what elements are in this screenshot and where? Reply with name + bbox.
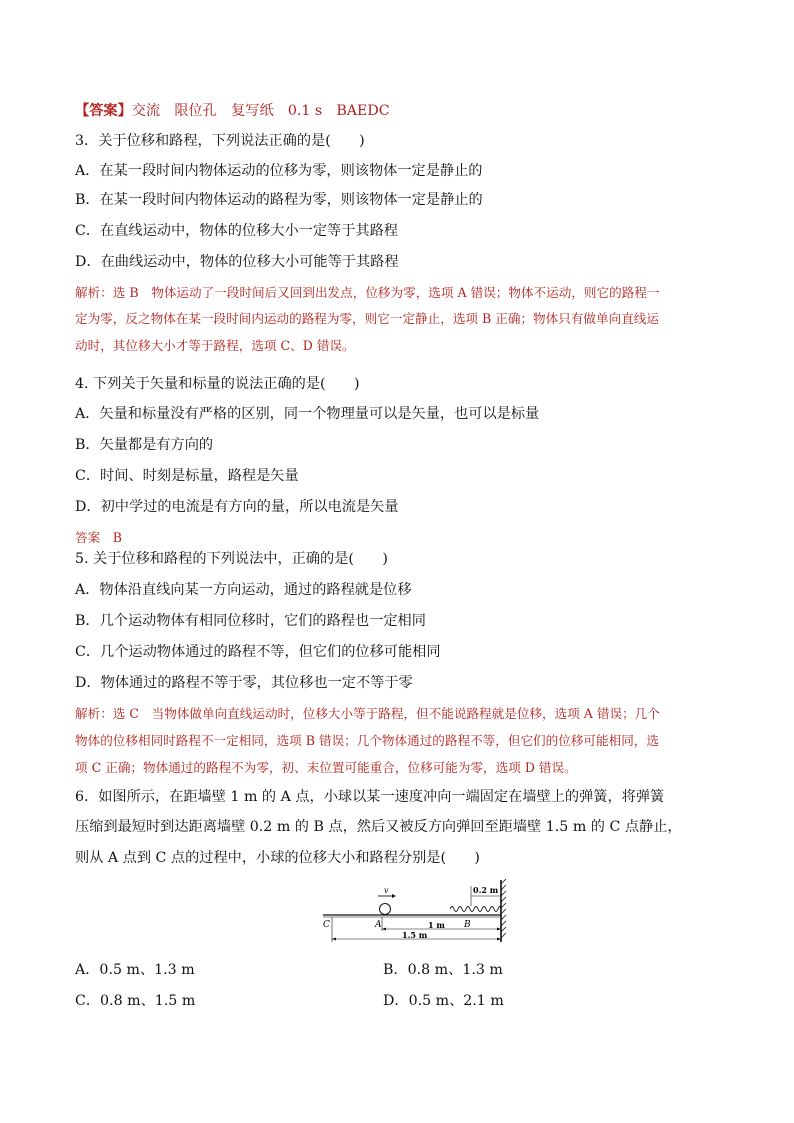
q5-explanation-line-1: 解析：选 C 当物体做单向直线运动时，位移大小等于路程，但不能说路程就是位移，选项 A 错误；几个 <box>75 706 660 721</box>
q3-explanation-line-2: 定为零，反之物体在某一段时间内运动的路程为零，则它一定静止，选项 B 正确；物体只有做单向直线运 <box>75 311 659 326</box>
q3-stem: 3．关于位移和路程，下列说法正确的是( ) <box>75 133 365 149</box>
q6-option-a: A．0.5 m、1.3 m <box>75 962 195 978</box>
answer-tag: 【答案】 <box>75 103 132 119</box>
q4-stem: 4. 下列关于矢量和标量的说法正确的是( ) <box>75 376 360 392</box>
q3-option-c: C．在直线运动中，物体的位移大小一定等于其路程 <box>75 223 398 239</box>
q6-stem-line-1: 6．如图所示，在距墙壁 1 m 的 A 点，小球以某一速度冲向一端固定在墙壁上的弹簧，将弹簧 <box>75 789 665 805</box>
q6-spring-figure <box>318 876 508 946</box>
label-A: A <box>375 920 382 930</box>
q5-option-b: B．几个运动物体有相同位移时，它们的路程也一定相同 <box>75 613 426 629</box>
label-B: B <box>464 920 471 930</box>
q5-option-c: C．几个运动物体通过的路程不等，但它们的位移可能相同 <box>75 644 441 660</box>
q5-option-d: D．物体通过的路程不等于零，其位移也一定不等于零 <box>75 675 413 691</box>
label-02m: 0.2 m <box>473 885 499 895</box>
q6-stem-line-3: 则从 A 点到 C 点的过程中，小球的位移大小和路程分别是( ) <box>75 850 480 866</box>
label-v: v <box>384 886 389 895</box>
q5-option-a: A．物体沿直线向某一方向运动，通过的路程就是位移 <box>75 582 412 598</box>
q4-option-a: A．矢量和标量没有严格的区别，同一个物理量可以是矢量，也可以是标量 <box>75 406 540 422</box>
q3-option-b: B．在某一段时间内物体运动的路程为零，则该物体一定是静止的 <box>75 192 483 208</box>
dim-15-arrow-left <box>332 938 336 941</box>
q5-explanation-line-2: 物体的位移相同时路程不一定相同，选项 B 错误；几个物体通过的路程不等，但它们的位移可能相同，选 <box>75 733 659 748</box>
label-C: C <box>323 920 330 930</box>
q4-option-c: C．时间、时刻是标量，路程是矢量 <box>75 468 299 484</box>
q3-option-d: D．在曲线运动中，物体的位移大小可能等于其路程 <box>75 254 399 270</box>
q3-explanation-line-3: 动时，其位移大小才等于路程，选项 C、D 错误。 <box>75 338 355 353</box>
q5-explanation-line-3: 项 C 正确；物体通过的路程不为零，初、末位置可能重合，位移可能为零，选项 D 错误。 <box>75 760 577 775</box>
velocity-arrow-head <box>392 894 396 898</box>
ball <box>380 904 391 915</box>
label-15m: 1.5 m <box>402 930 428 940</box>
q6-option-c: C．0.8 m、1.5 m <box>75 993 196 1009</box>
spring-coil <box>450 907 501 912</box>
q6-stem-line-2: 压缩到最短时到达距离墙壁 0.2 m 的 B 点，然后又被反方向弹回至距墙壁 1.5 m 的 C 点静止， <box>75 819 682 835</box>
label-1m: 1 m <box>428 920 445 930</box>
q6-option-b: B．0.8 m、1.3 m <box>383 962 503 978</box>
q4-option-d: D．初中学过的电流是有方向的量，所以电流是矢量 <box>75 499 399 515</box>
q3-explanation-line-1: 解析：选 B 物体运动了一段时间后又回到出发点，位移为零，选项 A 错误；物体不运动，则它的路程一 <box>75 285 660 300</box>
answer-text: 交流 限位孔 复写纸 0.1 s BAEDC <box>131 103 390 119</box>
answer-line <box>75 102 390 120</box>
q3-option-a: A．在某一段时间内物体运动的位移为零，则该物体一定是静止的 <box>75 163 483 179</box>
q5-stem: 5. 关于位移和路程的下列说法中，正确的是( ) <box>75 551 388 567</box>
q4-option-b: B．矢量都是有方向的 <box>75 437 214 453</box>
dim-1-arrow-left <box>382 928 386 931</box>
q6-option-d: D．0.5 m、2.1 m <box>383 993 504 1009</box>
q4-answer: 答案 B <box>75 530 123 545</box>
